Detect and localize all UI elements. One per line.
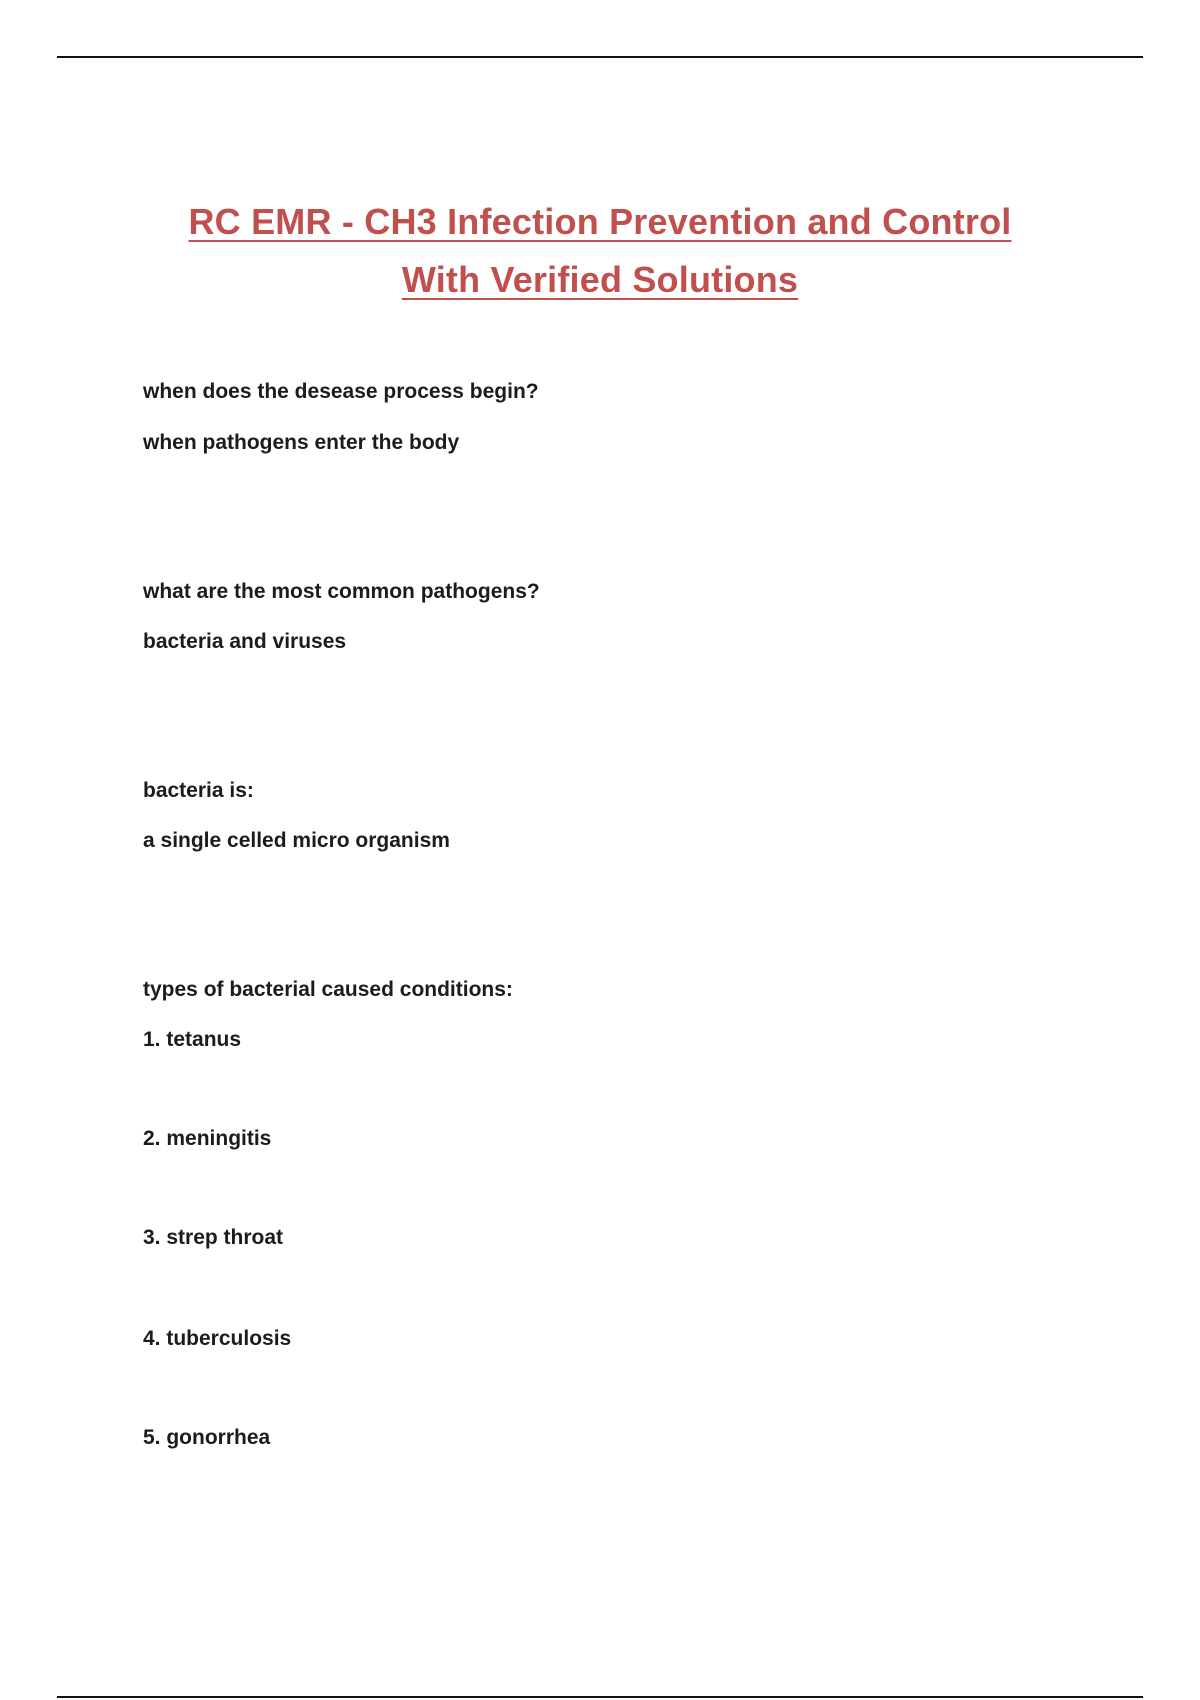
- question-text: what are the most common pathogens?: [143, 580, 540, 603]
- document-body: [143, 0, 1043, 1700]
- question-text: bacteria is:: [143, 779, 254, 802]
- question-text: types of bacterial caused conditions:: [143, 978, 513, 1001]
- answer-text: when pathogens enter the body: [143, 431, 460, 454]
- list-item: 5. gonorrhea: [143, 1426, 271, 1449]
- list-item: 1. tetanus: [143, 1028, 242, 1051]
- list-item: 4. tuberculosis: [143, 1327, 292, 1350]
- list-item: 3. strep throat: [143, 1226, 284, 1249]
- title-line-2: With Verified Solutions: [401, 259, 799, 300]
- footer-rule: [57, 1696, 1143, 1698]
- title-line-1: RC EMR - CH3 Infection Prevention and Control: [188, 201, 1012, 242]
- question-text: when does the desease process begin?: [143, 380, 539, 403]
- list-item: 2. meningitis: [143, 1127, 272, 1150]
- answer-text: a single celled micro organism: [143, 829, 450, 852]
- answer-text: bacteria and viruses: [143, 630, 347, 653]
